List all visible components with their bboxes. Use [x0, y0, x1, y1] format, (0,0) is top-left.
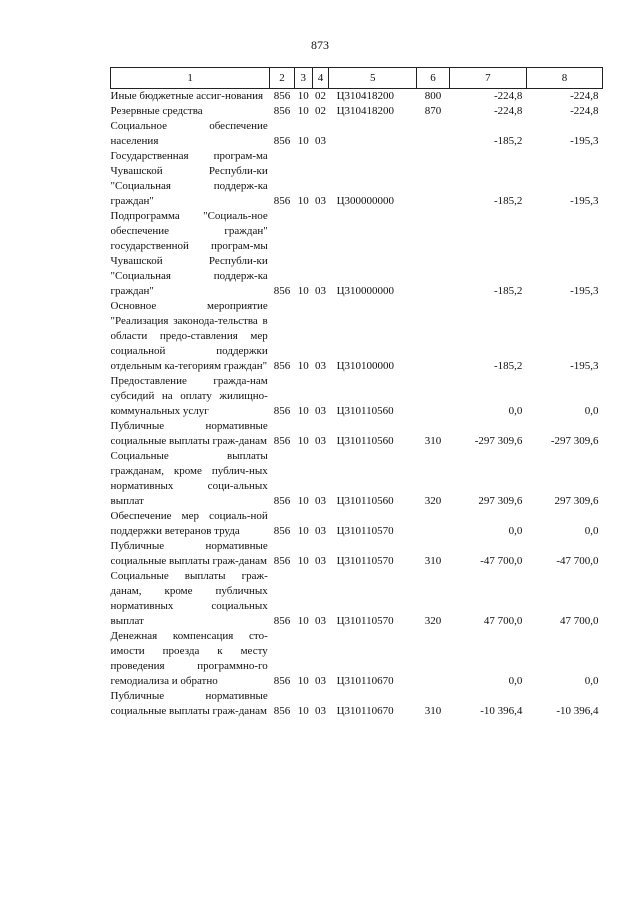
row-target-article-cell: Ц300000000 — [336, 195, 395, 207]
row-expense-type-cell — [417, 374, 449, 419]
row-grbs-cell: 856 — [273, 285, 291, 297]
table-row — [111, 299, 603, 374]
row-section-cell: 10 — [297, 285, 309, 297]
header-col-7: 7 — [449, 68, 526, 89]
row-grbs-cell: 856 — [273, 525, 291, 537]
row-sum-col8-cell: 0,0 — [584, 675, 599, 687]
row-subsection-cell: 03 — [314, 525, 326, 537]
row-sum-col8-cell: 297 309,6 — [554, 495, 599, 507]
row-section-cell: 10 — [297, 90, 309, 102]
header-col-1: 1 — [111, 68, 270, 89]
row-grbs-cell: 856 — [273, 495, 291, 507]
row-target-article-cell: Ц310100000 — [336, 360, 395, 372]
row-grbs-cell: 856 — [273, 135, 291, 147]
row-name-cell: Публичные нормативные социальные выплаты граж-данам — [110, 420, 268, 447]
row-sum-col7-cell: -224,8 — [493, 105, 523, 117]
table-row — [111, 449, 603, 509]
table-row — [111, 374, 603, 419]
row-sum-col8-cell: -195,3 — [570, 195, 599, 207]
row-expense-type-cell — [417, 299, 449, 374]
row-expense-type-cell — [417, 509, 449, 539]
row-section-cell: 10 — [297, 435, 309, 447]
row-sum-col8-cell: 0,0 — [584, 405, 599, 417]
row-subsection-cell: 02 — [314, 105, 326, 117]
row-sum-col8-cell: -195,3 — [570, 360, 599, 372]
row-subsection-cell: 02 — [314, 90, 326, 102]
row-name-cell: Подпрограмма "Социаль-ное обеспечение граждан" государственной програм-мы Чувашской Республи-ки "Социальная поддерж-ка граждан" — [110, 210, 268, 297]
row-sum-col8-cell: -224,8 — [570, 90, 599, 102]
budget-table — [110, 67, 603, 719]
row-name-cell: Государственная програм-ма Чувашской Республи-ки "Социальная поддерж-ка граждан" — [110, 150, 268, 207]
header-col-2: 2 — [270, 68, 294, 89]
row-name-cell: Обеспечение мер социаль-ной поддержки ветеранов труда — [110, 510, 268, 537]
row-name-cell: Денежная компенсация сто-имости проезда к месту проведения программно-го гемодиализа и обратно — [110, 630, 268, 687]
row-sum-col7-cell: 0,0 — [508, 675, 523, 687]
row-sum-col7-cell: -185,2 — [493, 285, 523, 297]
row-sum-col7-cell: 297 309,6 — [478, 495, 523, 507]
table-row — [111, 689, 603, 719]
row-target-article-cell: Ц310110570 — [336, 555, 394, 567]
row-grbs-cell: 856 — [273, 615, 291, 627]
row-sum-col8-cell: -224,8 — [570, 105, 599, 117]
row-sum-col8-cell: -10 396,4 — [556, 705, 599, 717]
row-subsection-cell: 03 — [314, 360, 326, 372]
row-sum-col7-cell: 47 700,0 — [483, 615, 523, 627]
row-target-article-cell: Ц310000000 — [336, 285, 395, 297]
row-section-cell: 10 — [297, 495, 309, 507]
row-sum-col8-cell: -195,3 — [570, 285, 599, 297]
row-sum-col7-cell: -185,2 — [493, 135, 523, 147]
header-col-6: 6 — [417, 68, 449, 89]
row-section-cell: 10 — [297, 705, 309, 717]
row-subsection-cell: 03 — [314, 495, 326, 507]
row-grbs-cell: 856 — [273, 405, 291, 417]
table-row — [111, 104, 603, 119]
row-section-cell: 10 — [297, 195, 309, 207]
row-grbs-cell: 856 — [273, 555, 291, 567]
header-col-4: 4 — [312, 68, 328, 89]
row-name-cell: Публичные нормативные социальные выплаты граж-данам — [110, 540, 268, 567]
row-target-article-cell: Ц310110570 — [336, 615, 394, 627]
row-target-article-cell: Ц310110570 — [336, 525, 394, 537]
row-name-cell: Социальное обеспечение населения — [110, 120, 268, 147]
table-row — [111, 629, 603, 689]
row-expense-type-cell: 320 — [424, 495, 442, 507]
table-row — [111, 89, 603, 105]
row-subsection-cell: 03 — [314, 555, 326, 567]
row-section-cell: 10 — [297, 360, 309, 372]
row-expense-type-cell: 320 — [424, 615, 442, 627]
row-subsection-cell: 03 — [314, 675, 326, 687]
row-name-cell: Резервные средства — [110, 105, 203, 117]
row-grbs-cell: 856 — [273, 195, 291, 207]
row-sum-col8-cell: 0,0 — [584, 525, 599, 537]
row-sum-col7-cell: -47 700,0 — [480, 555, 523, 567]
header-col-3: 3 — [294, 68, 312, 89]
row-section-cell: 10 — [297, 105, 309, 117]
row-sum-col7-cell: -185,2 — [493, 195, 523, 207]
row-expense-type-cell: 870 — [424, 105, 442, 117]
row-expense-type-cell — [417, 119, 449, 149]
row-grbs-cell: 856 — [273, 105, 291, 117]
row-subsection-cell: 03 — [314, 195, 326, 207]
row-name-cell: Публичные нормативные социальные выплаты граж-данам — [110, 690, 268, 717]
row-sum-col7-cell: 0,0 — [508, 525, 523, 537]
table-row — [111, 509, 603, 539]
row-subsection-cell: 03 — [314, 405, 326, 417]
row-sum-col7-cell: -10 396,4 — [480, 705, 523, 717]
row-sum-col8-cell: -195,3 — [570, 135, 599, 147]
table-row — [111, 539, 603, 569]
row-sum-col8-cell: 47 700,0 — [560, 615, 599, 627]
row-grbs-cell: 856 — [273, 705, 291, 717]
row-sum-col7-cell: 0,0 — [508, 405, 523, 417]
row-sum-col8-cell: -47 700,0 — [556, 555, 599, 567]
row-sum-col7-cell: -224,8 — [493, 90, 523, 102]
row-name-cell: Иные бюджетные ассиг-нования — [110, 90, 264, 102]
row-section-cell: 10 — [297, 675, 309, 687]
table-row — [111, 419, 603, 449]
page-number: 873 — [311, 38, 329, 52]
row-name-cell: Социальные выплаты гражданам, кроме публич-ных нормативных соци-альных выплат — [110, 450, 268, 507]
row-subsection-cell: 03 — [314, 615, 326, 627]
row-section-cell: 10 — [297, 135, 309, 147]
row-target-article-cell: Ц310110560 — [336, 435, 394, 447]
row-target-article-cell: Ц310110560 — [336, 495, 394, 507]
header-col-8: 8 — [526, 68, 602, 89]
header-row — [111, 68, 603, 89]
row-target-article-cell: Ц310110670 — [336, 675, 394, 687]
row-target-article-cell: Ц310418200 — [336, 90, 395, 102]
row-target-article-cell — [329, 119, 417, 149]
row-section-cell: 10 — [297, 615, 309, 627]
row-name-cell: Предоставление гражда-нам субсидий на оплату жилищно-коммунальных услуг — [110, 375, 268, 417]
row-grbs-cell: 856 — [273, 90, 291, 102]
row-section-cell: 10 — [297, 405, 309, 417]
row-expense-type-cell: 310 — [424, 705, 442, 717]
row-target-article-cell: Ц310110560 — [336, 405, 394, 417]
row-grbs-cell: 856 — [273, 360, 291, 372]
table-row — [111, 149, 603, 209]
row-sum-col7-cell: -185,2 — [493, 360, 523, 372]
row-expense-type-cell: 800 — [424, 90, 442, 102]
row-name-cell: Социальные выплаты граж-данам, кроме публичных нормативных социальных выплат — [110, 570, 268, 627]
row-expense-type-cell: 310 — [424, 555, 442, 567]
row-expense-type-cell: 310 — [424, 435, 442, 447]
row-section-cell: 10 — [297, 525, 309, 537]
table-row — [111, 209, 603, 299]
row-name-cell: Основное мероприятие "Реализация законода-тельства в области предо-ставления мер социальной поддержки отдельным ка-тегориям граждан" — [110, 300, 268, 372]
row-grbs-cell: 856 — [273, 435, 291, 447]
table-body — [111, 89, 603, 720]
row-subsection-cell: 03 — [314, 285, 326, 297]
table-row — [111, 119, 603, 149]
row-target-article-cell: Ц310418200 — [336, 105, 395, 117]
row-expense-type-cell — [417, 629, 449, 689]
row-expense-type-cell — [417, 149, 449, 209]
row-section-cell: 10 — [297, 555, 309, 567]
row-target-article-cell: Ц310110670 — [336, 705, 394, 717]
row-grbs-cell: 856 — [273, 675, 291, 687]
row-subsection-cell: 03 — [314, 135, 326, 147]
table-row — [111, 569, 603, 629]
row-expense-type-cell — [417, 209, 449, 299]
row-sum-col7-cell: -297 309,6 — [474, 435, 523, 447]
row-subsection-cell: 03 — [314, 435, 326, 447]
row-sum-col8-cell: -297 309,6 — [550, 435, 599, 447]
row-subsection-cell: 03 — [314, 705, 326, 717]
header-col-5: 5 — [329, 68, 417, 89]
